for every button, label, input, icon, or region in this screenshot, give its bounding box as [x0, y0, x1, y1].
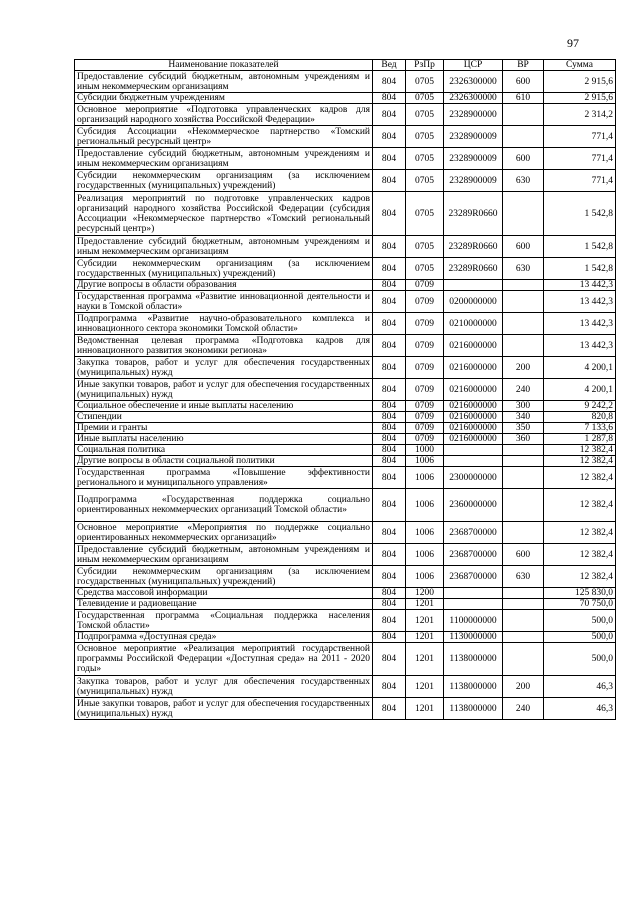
row-rzpr: 1201: [406, 643, 444, 676]
row-vr: 200: [503, 676, 544, 698]
table-row: [75, 258, 616, 280]
row-name: Социальное обеспечение и иные выплаты населению: [75, 401, 373, 412]
row-ved: 804: [373, 599, 406, 610]
row-name: Подпрограмма «Развитие научно-образовательного комплекса и инновационного сектора экономики Томской области»: [75, 313, 373, 335]
row-sum: 12 382,4: [544, 566, 616, 588]
table-row: [75, 445, 616, 456]
row-csr: 0216000000: [444, 412, 503, 423]
row-rzpr: 0705: [406, 236, 444, 258]
row-rzpr: 0705: [406, 258, 444, 280]
row-name: Социальная политика: [75, 445, 373, 456]
row-vr: [503, 192, 544, 236]
row-name: Другие вопросы в области образования: [75, 280, 373, 291]
row-vr: 600: [503, 71, 544, 93]
row-ved: 804: [373, 544, 406, 566]
row-sum: 4 200,1: [544, 379, 616, 401]
row-rzpr: 1006: [406, 456, 444, 467]
row-sum: 500,0: [544, 610, 616, 632]
row-sum: 12 382,4: [544, 467, 616, 489]
row-ved: 804: [373, 467, 406, 489]
row-rzpr: 1201: [406, 698, 444, 720]
row-vr: 340: [503, 412, 544, 423]
row-sum: 13 442,3: [544, 313, 616, 335]
row-name: Субсидия Ассоциации «Некоммерческое партнерство «Томский региональный ресурсный центр»: [75, 126, 373, 148]
page-number: 97: [567, 36, 579, 50]
row-name: Закупка товаров, работ и услуг для обеспечения государственных (муниципальных) нужд: [75, 676, 373, 698]
table-row: [75, 357, 616, 379]
table-row: [75, 698, 616, 720]
row-vr: [503, 456, 544, 467]
row-name: Другие вопросы в области социальной политики: [75, 456, 373, 467]
row-sum: 4 200,1: [544, 357, 616, 379]
table-row: [75, 489, 616, 522]
table-row: [75, 522, 616, 544]
row-ved: 804: [373, 610, 406, 632]
table-row: [75, 599, 616, 610]
row-csr: [444, 456, 503, 467]
row-sum: 12 382,4: [544, 489, 616, 522]
row-sum: 771,4: [544, 148, 616, 170]
row-ved: 804: [373, 126, 406, 148]
row-csr: 2368700000: [444, 544, 503, 566]
table-row: [75, 170, 616, 192]
table-row: [75, 610, 616, 632]
header-name: Наименование показателей: [75, 60, 373, 71]
row-csr: [444, 445, 503, 456]
row-vr: [503, 280, 544, 291]
row-csr: 1138000000: [444, 676, 503, 698]
row-sum: 12 382,4: [544, 522, 616, 544]
row-ved: 804: [373, 170, 406, 192]
table-row: [75, 434, 616, 445]
row-ved: 804: [373, 489, 406, 522]
row-name: Субсидии некоммерческим организациям (за исключением государственных (муниципальных) учреждений): [75, 566, 373, 588]
header-rzpr: РзПр: [406, 60, 444, 71]
row-rzpr: 1006: [406, 566, 444, 588]
row-vr: 600: [503, 544, 544, 566]
row-csr: 2328900009: [444, 126, 503, 148]
row-vr: 630: [503, 566, 544, 588]
row-name: Основное мероприятие «Подготовка управленческих кадров для организаций народного хозяйства Российской Федерации»: [75, 104, 373, 126]
row-vr: [503, 588, 544, 599]
row-sum: 771,4: [544, 170, 616, 192]
row-ved: 804: [373, 643, 406, 676]
header-ved: Вед: [373, 60, 406, 71]
row-sum: 12 382,4: [544, 456, 616, 467]
row-csr: 2326300000: [444, 71, 503, 93]
row-sum: 2 915,6: [544, 93, 616, 104]
row-name: Подпрограмма «Государственная поддержка социально ориентированных некоммерческих организаций Томской области»: [75, 489, 373, 522]
row-ved: 804: [373, 335, 406, 357]
row-csr: 0216000000: [444, 379, 503, 401]
row-ved: 804: [373, 445, 406, 456]
row-name: Иные закупки товаров, работ и услуг для обеспечения государственных (муниципальных) нужд: [75, 698, 373, 720]
row-rzpr: 0705: [406, 93, 444, 104]
row-rzpr: 0705: [406, 71, 444, 93]
row-rzpr: 1200: [406, 588, 444, 599]
row-name: Телевидение и радиовещание: [75, 599, 373, 610]
row-ved: 804: [373, 104, 406, 126]
row-csr: 0216000000: [444, 357, 503, 379]
row-csr: 2368700000: [444, 566, 503, 588]
row-name: Основное мероприятие «Реализация мероприятий государственной программы Российской Федерации «Доступная среда» на 2011 - 2020 годы»: [75, 643, 373, 676]
row-csr: 2328900009: [444, 148, 503, 170]
row-vr: [503, 632, 544, 643]
row-vr: 240: [503, 379, 544, 401]
table-row: [75, 71, 616, 93]
row-rzpr: 1201: [406, 610, 444, 632]
row-vr: 600: [503, 148, 544, 170]
row-vr: 240: [503, 698, 544, 720]
row-sum: 1 542,8: [544, 236, 616, 258]
table-row: [75, 104, 616, 126]
table-header-row: [75, 60, 616, 71]
row-name: Государственная программа «Социальная поддержка населения Томской области»: [75, 610, 373, 632]
row-vr: 200: [503, 357, 544, 379]
row-name: Средства массовой информации: [75, 588, 373, 599]
row-vr: 350: [503, 423, 544, 434]
row-ved: 804: [373, 258, 406, 280]
row-vr: [503, 335, 544, 357]
table-row: [75, 566, 616, 588]
table-row: [75, 401, 616, 412]
table-row: [75, 544, 616, 566]
row-rzpr: 0709: [406, 280, 444, 291]
row-sum: 46,3: [544, 676, 616, 698]
row-rzpr: 0709: [406, 379, 444, 401]
table-row: [75, 588, 616, 599]
row-name: Субсидии некоммерческим организациям (за исключением государственных (муниципальных) учреждений): [75, 170, 373, 192]
row-csr: 2328900009: [444, 170, 503, 192]
row-rzpr: 1201: [406, 632, 444, 643]
row-rzpr: 1201: [406, 676, 444, 698]
row-ved: 804: [373, 148, 406, 170]
row-rzpr: 0705: [406, 104, 444, 126]
row-csr: [444, 588, 503, 599]
row-ved: 804: [373, 236, 406, 258]
row-vr: [503, 610, 544, 632]
row-rzpr: 0705: [406, 126, 444, 148]
row-vr: [503, 126, 544, 148]
row-vr: 600: [503, 236, 544, 258]
row-name: Основное мероприятие «Мероприятия по поддержке социально ориентированных некоммерческих организаций»: [75, 522, 373, 544]
row-sum: 500,0: [544, 643, 616, 676]
row-csr: 0216000000: [444, 401, 503, 412]
row-vr: [503, 467, 544, 489]
row-name: Реализация мероприятий по подготовке управленческих кадров организаций народного хозяйства Российской Федерации (субсидия Ассоциации «Некоммерческое партнерство «Томский региональный ресурсный центр»): [75, 192, 373, 236]
row-sum: 7 133,6: [544, 423, 616, 434]
table-row: [75, 93, 616, 104]
row-csr: 1138000000: [444, 643, 503, 676]
table-row: [75, 148, 616, 170]
table-row: [75, 467, 616, 489]
row-rzpr: 1201: [406, 599, 444, 610]
row-name: Субсидии бюджетным учреждениям: [75, 93, 373, 104]
row-vr: 630: [503, 170, 544, 192]
row-rzpr: 0705: [406, 192, 444, 236]
row-vr: 360: [503, 434, 544, 445]
row-csr: 1100000000: [444, 610, 503, 632]
row-csr: 0216000000: [444, 335, 503, 357]
row-name: Премии и гранты: [75, 423, 373, 434]
row-csr: 23289R0660: [444, 192, 503, 236]
row-csr: 2300000000: [444, 467, 503, 489]
row-ved: 804: [373, 412, 406, 423]
row-name: Стипендии: [75, 412, 373, 423]
row-rzpr: 0709: [406, 412, 444, 423]
row-rzpr: 1006: [406, 467, 444, 489]
row-sum: 1 542,8: [544, 258, 616, 280]
row-csr: 2368700000: [444, 522, 503, 544]
row-vr: [503, 104, 544, 126]
row-ved: 804: [373, 423, 406, 434]
row-ved: 804: [373, 401, 406, 412]
row-ved: 804: [373, 676, 406, 698]
row-rzpr: 0709: [406, 313, 444, 335]
row-sum: 1 287,8: [544, 434, 616, 445]
header-sum: Сумма: [544, 60, 616, 71]
row-vr: [503, 313, 544, 335]
header-csr: ЦСР: [444, 60, 503, 71]
row-vr: [503, 489, 544, 522]
row-sum: 12 382,4: [544, 544, 616, 566]
row-ved: 804: [373, 93, 406, 104]
table-row: [75, 379, 616, 401]
row-sum: 500,0: [544, 632, 616, 643]
row-name: Подпрограмма «Доступная среда»: [75, 632, 373, 643]
row-ved: 804: [373, 522, 406, 544]
row-csr: 0210000000: [444, 313, 503, 335]
row-ved: 804: [373, 434, 406, 445]
row-vr: 630: [503, 258, 544, 280]
row-csr: 0216000000: [444, 434, 503, 445]
row-sum: 46,3: [544, 698, 616, 720]
row-rzpr: 0709: [406, 401, 444, 412]
table-row: [75, 335, 616, 357]
row-vr: [503, 522, 544, 544]
row-vr: 300: [503, 401, 544, 412]
row-csr: 23289R0660: [444, 258, 503, 280]
row-sum: 13 442,3: [544, 291, 616, 313]
table-row: [75, 423, 616, 434]
row-csr: [444, 599, 503, 610]
row-vr: [503, 599, 544, 610]
row-rzpr: 0705: [406, 170, 444, 192]
row-ved: 804: [373, 313, 406, 335]
row-ved: 804: [373, 632, 406, 643]
row-csr: 1138000000: [444, 698, 503, 720]
row-rzpr: 0709: [406, 423, 444, 434]
row-sum: 13 442,3: [544, 280, 616, 291]
table-row: [75, 192, 616, 236]
row-name: Иные выплаты населению: [75, 434, 373, 445]
row-sum: 1 542,8: [544, 192, 616, 236]
table-row: [75, 291, 616, 313]
row-csr: 2360000000: [444, 489, 503, 522]
row-name: Субсидии некоммерческим организациям (за исключением государственных (муниципальных) учреждений): [75, 258, 373, 280]
row-vr: [503, 291, 544, 313]
row-ved: 804: [373, 588, 406, 599]
row-name: Предоставление субсидий бюджетным, автономным учреждениям и иным некоммерческим организациям: [75, 544, 373, 566]
row-ved: 804: [373, 291, 406, 313]
table-row: [75, 632, 616, 643]
row-sum: 13 442,3: [544, 335, 616, 357]
row-ved: 804: [373, 357, 406, 379]
table-row: [75, 236, 616, 258]
table-row: [75, 456, 616, 467]
table-row: [75, 126, 616, 148]
row-csr: [444, 280, 503, 291]
row-vr: [503, 445, 544, 456]
row-rzpr: 1006: [406, 544, 444, 566]
row-csr: 23289R0660: [444, 236, 503, 258]
row-rzpr: 1006: [406, 489, 444, 522]
table-row: [75, 412, 616, 423]
row-ved: 804: [373, 280, 406, 291]
row-rzpr: 1006: [406, 522, 444, 544]
row-sum: 125 830,0: [544, 588, 616, 599]
row-name: Предоставление субсидий бюджетным, автономным учреждениям и иным некоммерческим организациям: [75, 236, 373, 258]
table-row: [75, 313, 616, 335]
row-name: Государственная программа «Развитие инновационной деятельности и науки в Томской области»: [75, 291, 373, 313]
row-ved: 804: [373, 71, 406, 93]
row-rzpr: 1000: [406, 445, 444, 456]
row-name: Ведомственная целевая программа «Подготовка кадров для инновационного развития экономики региона»: [75, 335, 373, 357]
row-ved: 804: [373, 566, 406, 588]
row-name: Предоставление субсидий бюджетным, автономным учреждениям и иным некоммерческим организациям: [75, 71, 373, 93]
row-rzpr: 0705: [406, 148, 444, 170]
row-sum: 771,4: [544, 126, 616, 148]
row-csr: 0216000000: [444, 423, 503, 434]
row-csr: 2326300000: [444, 93, 503, 104]
table-row: [75, 676, 616, 698]
row-csr: 0200000000: [444, 291, 503, 313]
row-csr: 1130000000: [444, 632, 503, 643]
header-vr: ВР: [503, 60, 544, 71]
table-row: [75, 280, 616, 291]
row-sum: 12 382,4: [544, 445, 616, 456]
row-sum: 2 915,6: [544, 71, 616, 93]
row-vr: [503, 643, 544, 676]
row-sum: 9 242,2: [544, 401, 616, 412]
row-csr: 2328900000: [444, 104, 503, 126]
row-name: Иные закупки товаров, работ и услуг для обеспечения государственных (муниципальных) нужд: [75, 379, 373, 401]
row-name: Предоставление субсидий бюджетным, автономным учреждениям и иным некоммерческим организациям: [75, 148, 373, 170]
row-ved: 804: [373, 379, 406, 401]
row-rzpr: 0709: [406, 357, 444, 379]
row-sum: 70 750,0: [544, 599, 616, 610]
row-sum: 2 314,2: [544, 104, 616, 126]
row-vr: 610: [503, 93, 544, 104]
row-rzpr: 0709: [406, 434, 444, 445]
row-ved: 804: [373, 192, 406, 236]
row-sum: 820,8: [544, 412, 616, 423]
row-ved: 804: [373, 456, 406, 467]
row-name: Государственная программа «Повышение эффективности регионального и муниципального управления»: [75, 467, 373, 489]
row-rzpr: 0709: [406, 291, 444, 313]
row-rzpr: 0709: [406, 335, 444, 357]
row-ved: 804: [373, 698, 406, 720]
row-name: Закупка товаров, работ и услуг для обеспечения государственных (муниципальных) нужд: [75, 357, 373, 379]
table-row: [75, 643, 616, 676]
budget-table: [74, 59, 616, 720]
